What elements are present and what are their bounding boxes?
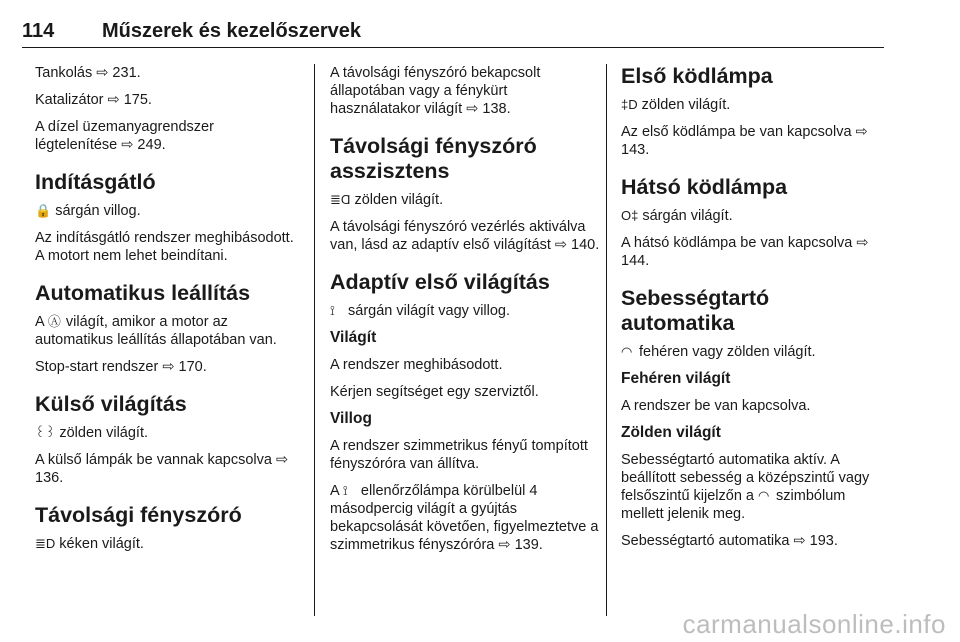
afl-icon: ⟟: [342, 483, 348, 498]
paragraph: A rendszer be van kapcsolva.: [621, 398, 811, 414]
paragraph: Stop-start rendszer ⇨ 170.: [35, 359, 207, 375]
paragraph: ◠ fehéren vagy zölden világít.: [621, 344, 816, 360]
paragraph: Kérjen segítséget egy szerviztől.: [330, 384, 539, 400]
paragraph: ⟟ sárgán világít vagy villog.: [330, 303, 511, 319]
paragraph: Sebességtartó automatika aktív. A beállított sebesség a középszintű vagy felsőszintű kijelzőn a ◠ szimbólum mellett jelenik meg.: [621, 452, 870, 522]
column-divider: [606, 64, 607, 616]
subheading: Zölden világít: [621, 424, 721, 441]
page-header: [22, 2, 884, 48]
high-beam-assist-icon: ≣Ɑ: [330, 192, 351, 207]
paragraph: A távolsági fényszóró vezérlés aktiválva van, lásd az adaptív első világítást ⇨ 140.: [330, 219, 600, 253]
exterior-light-icon: ꒰꒱: [35, 425, 56, 440]
paragraph: Az első ködlámpa be van kapcsolva ⇨ 143.: [621, 124, 868, 158]
paragraph: A rendszer szimmetrikus fényű tompított fényszóróra van állítva.: [330, 438, 588, 472]
section-heading: Sebességtartó automatika: [621, 286, 770, 335]
paragraph: A távolsági fényszóró bekapcsolt állapotában vagy a fénykürt használatakor világít ⇨ 138.: [330, 65, 541, 117]
section-heading: Távolsági fényszóró: [35, 503, 242, 527]
column-divider: [314, 64, 315, 616]
column-3: [621, 64, 886, 559]
autostop-icon: Ⓐ: [47, 314, 61, 329]
subheading: Világít: [330, 329, 377, 346]
paragraph: ≣D kéken világít.: [35, 536, 144, 552]
paragraph: A külső lámpák be vannak kapcsolva ⇨ 136.: [35, 452, 289, 486]
section-heading: Indításgátló: [35, 170, 156, 194]
section-heading: Automatikus leállítás: [35, 281, 251, 305]
paragraph: Sebességtartó automatika ⇨ 193.: [621, 533, 838, 549]
column-1: [35, 64, 300, 562]
page-number: 114: [22, 20, 55, 42]
section-heading: Külső világítás: [35, 392, 187, 416]
column-2: [330, 64, 600, 563]
paragraph: 🔒 sárgán villog.: [35, 203, 141, 219]
paragraph: ꒰꒱ zölden világít.: [35, 425, 149, 441]
front-fog-icon: ‡D: [621, 97, 638, 112]
chapter-title: Műszerek és kezelőszervek: [102, 20, 362, 42]
section-heading: Hátsó ködlámpa: [621, 175, 788, 199]
paragraph: Tankolás ⇨ 231.: [35, 65, 141, 81]
section-heading: Távolsági fényszóró asszisztens: [330, 134, 537, 183]
paragraph: A hátsó ködlámpa be van kapcsolva ⇨ 144.: [621, 235, 869, 269]
immobiliser-icon: 🔒: [35, 203, 52, 218]
subheading: Villog: [330, 410, 372, 427]
paragraph: A Ⓐ világít, amikor a motor az automatikus leállítás állapotában van.: [35, 314, 277, 348]
afl-icon: ⟟: [330, 303, 335, 318]
paragraph: O‡ sárgán világít.: [621, 208, 733, 224]
cruise-control-icon: ◠: [621, 344, 633, 359]
cruise-control-icon: ◠: [758, 488, 770, 503]
section-heading: Első ködlámpa: [621, 64, 773, 88]
paragraph: A rendszer meghibásodott.: [330, 357, 503, 373]
section-heading: Adaptív első világítás: [330, 270, 550, 294]
paragraph: Katalizátor ⇨ 175.: [35, 92, 152, 108]
paragraph: A ⟟ ellenőrzőlámpa körülbelül 4 másodpercig világít a gyújtás bekapcsolását követően, figyelmeztetve a szimmetrikus fényszóróra ⇨ 139.: [330, 483, 599, 553]
paragraph: A dízel üzemanyagrendszer légtelenítése ⇨ 249.: [35, 119, 214, 153]
rear-fog-icon: O‡: [621, 208, 639, 223]
paragraph: Az indításgátló rendszer meghibásodott. A motort nem lehet beindítani.: [35, 230, 294, 264]
paragraph: ‡D zölden világít.: [621, 97, 731, 113]
high-beam-icon: ≣D: [35, 536, 56, 551]
watermark: carmanualsonline.info: [682, 609, 946, 639]
paragraph: ≣Ɑ zölden világít.: [330, 192, 444, 208]
subheading: Fehéren világít: [621, 370, 731, 387]
